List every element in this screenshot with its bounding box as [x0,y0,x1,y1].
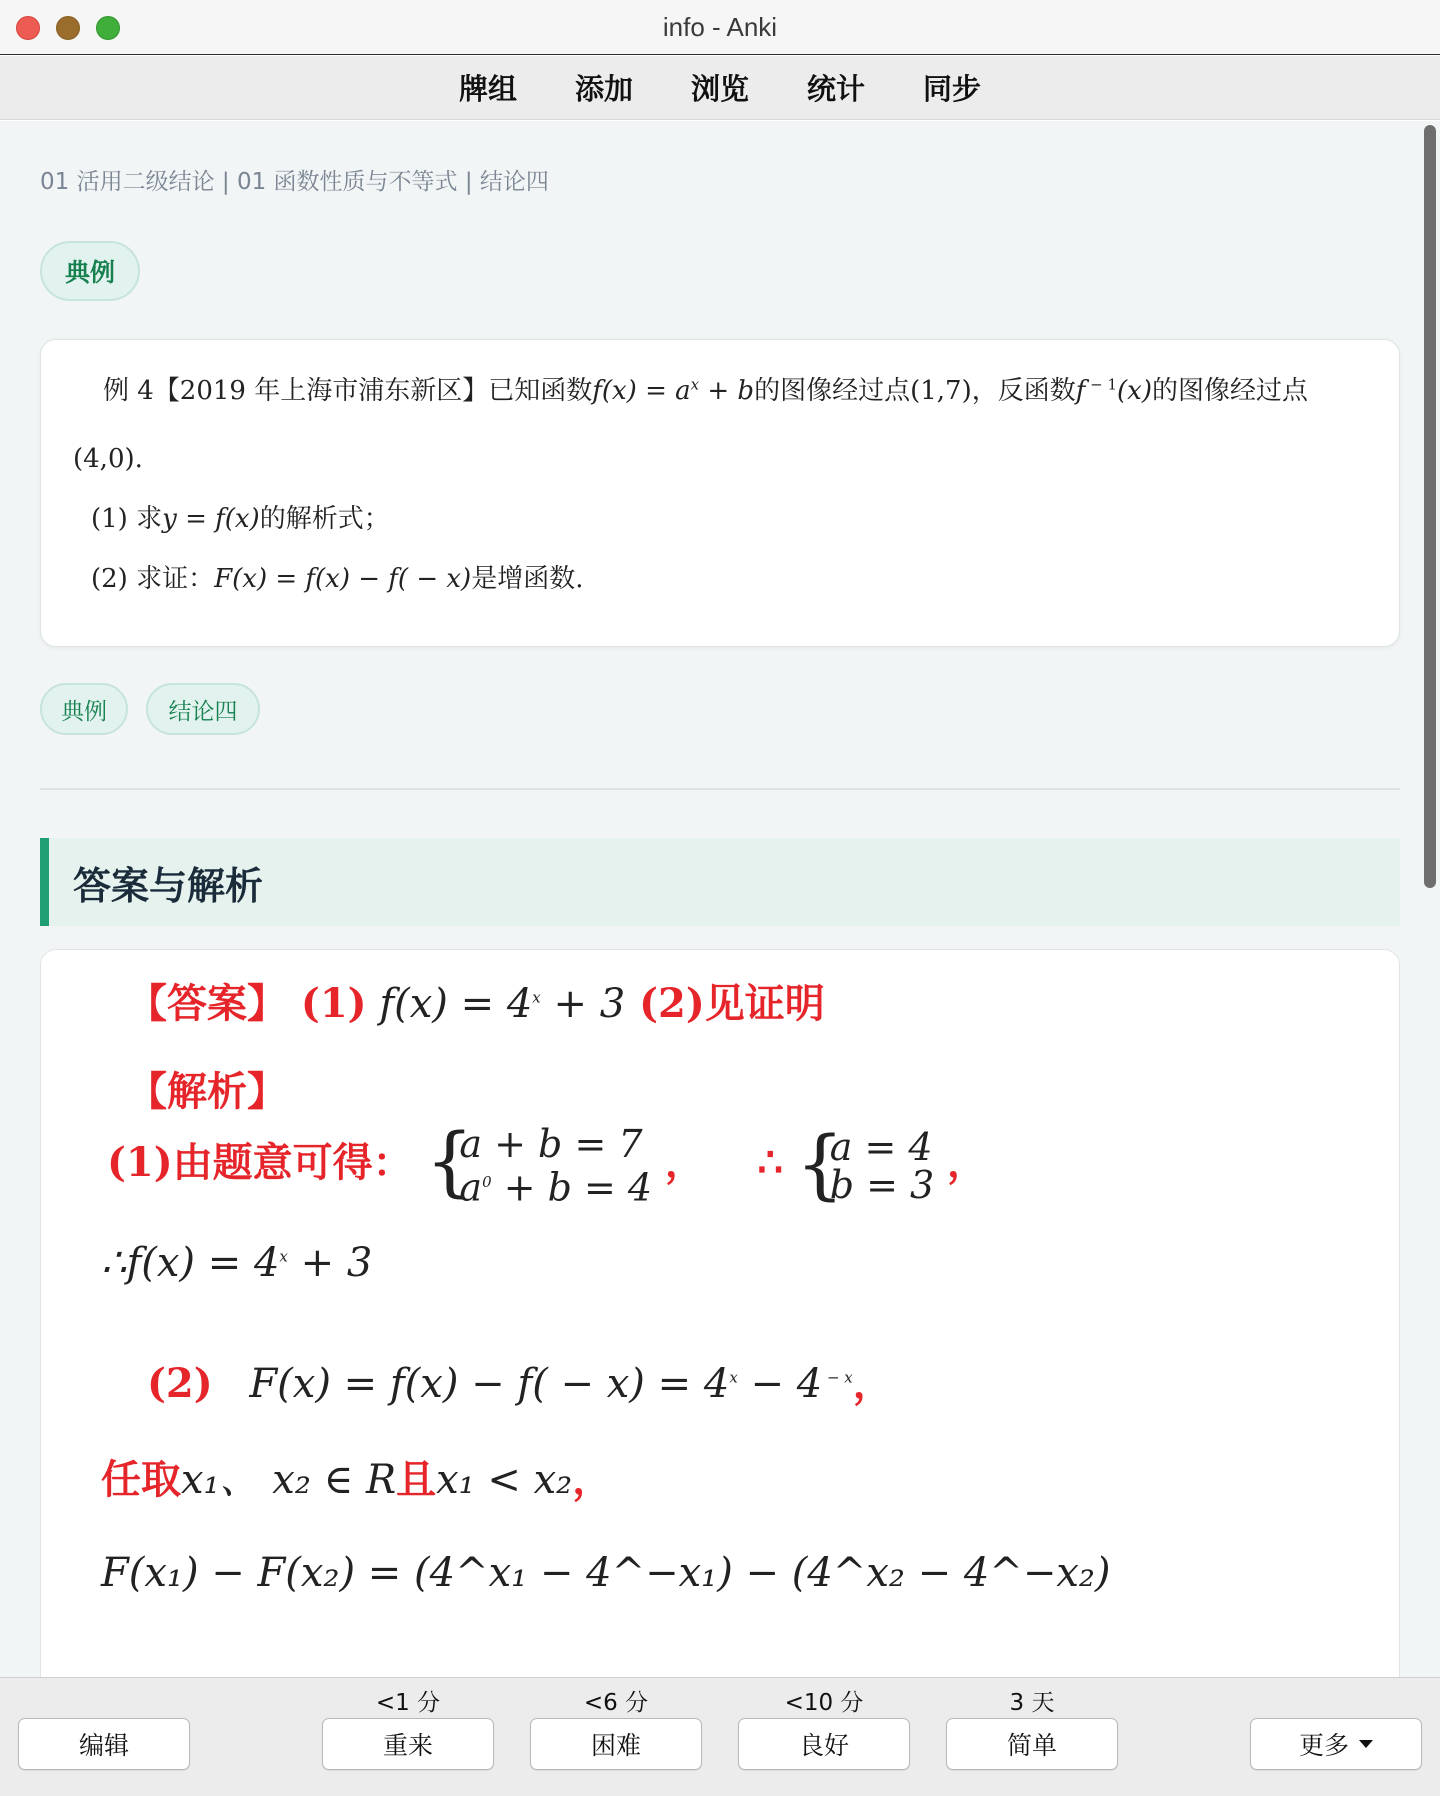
result-exponent: x [279,1247,288,1266]
step-3-text: 任取 [101,1456,181,1503]
answer-image-card [40,949,1400,1677]
part-1-label: (1) 求 [91,504,163,534]
equation-2-base: a [459,1165,483,1210]
exponent: x [690,375,700,394]
scrollbar[interactable] [1420,121,1440,1677]
tag-pill[interactable]: 典例 [40,683,128,735]
edit-button[interactable]: 编辑 [18,1718,190,1770]
card-type-badge: 典例 [40,241,140,301]
tag-pill[interactable]: 结论四 [146,683,260,735]
comma: ， [572,1456,613,1503]
again-button[interactable]: 重来 [322,1718,494,1770]
step-2 [147,1352,893,1409]
more-button[interactable] [1250,1718,1422,1770]
result-line [101,1240,372,1286]
answer-label: 【答案】 (1) [127,980,367,1027]
equation-2-exponent: 0 [482,1173,492,1191]
comma: ， [664,1138,705,1186]
inverse-function: f [1075,376,1086,406]
function-const: + b [699,376,755,406]
scrollbar-thumb[interactable] [1424,125,1436,888]
question-intro: 例 4【2019 年上海市浦东新区】已知函数 [103,376,593,406]
part-1-text: 的解析式； [259,504,390,534]
step-3-math: x₁、 x₂ ∈ R [181,1457,397,1503]
hard-button[interactable]: 困难 [530,1718,702,1770]
part-2-text: 是增函数. [471,564,584,594]
easy-interval: 3 天 [1009,1690,1055,1716]
nav-add[interactable]: 添加 [574,72,633,106]
function-expr: f(x) = a [592,376,691,406]
answer-const: + 3 [540,981,626,1027]
step-2-exponent-2: − x [822,1368,853,1387]
solution-b: b = 3 [829,1162,935,1207]
step-2-mid: − 4 [737,1361,823,1407]
comma: ， [946,1138,987,1186]
comma: ， [852,1360,893,1407]
step-2-exponent-1: x [729,1368,738,1387]
nav-browse[interactable]: 浏览 [690,72,749,106]
analysis-label: 【解析】 [127,1068,287,1115]
answer-section-title: 答案与解析 [73,863,264,908]
part-2-math: F(x) = f(x) − f( − x) [214,564,472,594]
title-bar [0,0,1440,55]
card-content [0,121,1440,1677]
answer-math: f(x) = 4 [379,981,533,1027]
result-const: + 3 [287,1240,373,1286]
question-line-1 [103,370,1308,407]
chevron-down-icon [1359,1740,1373,1748]
answer-part-2: (2)见证明 [625,980,825,1027]
part-2-label: (2) 求证： [91,564,215,594]
question-card [40,339,1400,647]
breadcrumb: 01 活用二级结论 | 01 函数性质与不等式 | 结论四 [40,169,549,195]
question-text: 的图像经过点 [754,376,911,406]
answer-bar [0,1677,1440,1796]
window-title: info - Anki [662,12,778,42]
result-math: ∴f(x) = 4 [101,1240,280,1286]
question-line-2: (4,0). [73,444,143,474]
answer-line [127,972,825,1029]
good-interval: <10 分 [784,1690,864,1716]
answer-exponent: x [532,988,541,1007]
solution-a: a = 4 [829,1124,933,1169]
divider [40,788,1400,790]
answer-section-header [40,838,1400,926]
question-text-2: ，反函数 [971,376,1076,406]
step-2-math: F(x) = f(x) − f( − x) = 4 [249,1361,730,1407]
question-part-2 [91,558,583,595]
equation-system-1 [425,1122,653,1210]
equation-2-rest: + b = 4 [491,1165,653,1210]
more-button-label: 更多 [1298,1731,1349,1760]
nav-sync[interactable]: 同步 [923,72,982,106]
step-4: F(x₁) − F(x₂) = (4^x₁ − 4^−x₁) − (4^x₂ − 4^−x₂) [101,1550,1111,1596]
main-toolbar [0,56,1440,120]
easy-button[interactable]: 简单 [946,1718,1118,1770]
step-3 [101,1448,612,1505]
step-3-and: 且 [396,1456,437,1503]
part-1-math: y = f(x) [162,504,260,534]
nav-decks[interactable]: 牌组 [458,72,517,106]
inverse-arg: (x) [1117,376,1152,406]
equation-1: a + b = 7 [459,1122,643,1166]
step-1-label: (1)由题意可得： [107,1138,413,1186]
step-1 [107,1122,987,1210]
question-text-3: 的图像经过点 [1151,376,1308,406]
again-interval: <1 分 [375,1690,441,1716]
step-3-inequality: x₁ < x₂ [436,1457,573,1503]
step-2-label: (2) [147,1360,213,1407]
equation-system-2 [796,1124,935,1207]
good-button[interactable]: 良好 [738,1718,910,1770]
therefore-symbol: ∴ [757,1138,783,1186]
nav-stats[interactable]: 统计 [807,72,866,106]
question-part-1 [91,498,390,535]
point-1: (1,7) [910,376,972,406]
inverse-exponent: − 1 [1085,375,1118,394]
hard-interval: <6 分 [583,1690,649,1716]
